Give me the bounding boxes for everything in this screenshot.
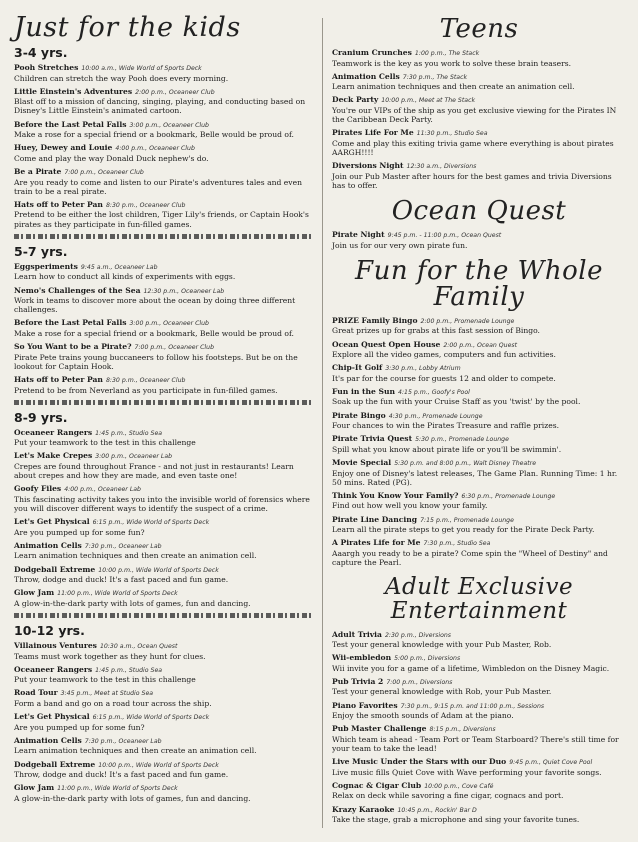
event-item <box>14 375 314 395</box>
event-time-location: 7:00 p.m., Oceaneer Club <box>64 169 144 177</box>
event-time-location: 6:30 p.m., Promenade Lounge <box>461 492 556 500</box>
event-name: Road Tour <box>14 688 58 698</box>
event-description: Put your teamwork to the test in this challenge <box>14 438 196 448</box>
event-item <box>332 724 626 753</box>
event-description: Explore all the video games, computers and fun activities. <box>332 350 556 360</box>
event-time-location: 3:00 p.m., Oceaneer Club <box>129 121 209 129</box>
event-description: Pirate Pete trains young buccaneers to follow his footsteps. But be on the lookout for Captain Hook. <box>14 352 298 371</box>
event-item <box>332 48 626 68</box>
event-time-location: 11:00 p.m., Wide World of Sports Deck <box>57 785 178 793</box>
event-heading <box>332 161 626 172</box>
event-item <box>14 262 314 282</box>
event-time-location: 7:15 p.m., Promenade Lounge <box>420 516 514 524</box>
event-description: Find out how well you know your family. <box>332 501 488 511</box>
event-heading <box>14 87 314 98</box>
event-name: Dodgeball Extreme <box>14 759 96 769</box>
event-name: Pub Trivia 2 <box>332 676 384 686</box>
event-item <box>14 565 314 585</box>
event-description: Children can stretch the way Pooh does every morning. <box>14 73 229 83</box>
event-item <box>14 641 314 661</box>
event-heading <box>332 757 626 768</box>
event-name: Before the Last Petal Falls <box>14 318 127 328</box>
event-item <box>14 87 314 116</box>
event-heading <box>14 120 314 131</box>
event-item <box>332 805 626 825</box>
event-heading <box>14 783 314 794</box>
event-time-location: 7:30 p.m., The Stack <box>402 73 468 81</box>
event-item <box>14 120 314 140</box>
event-time-location: 10:45 p.m., Rockin' Bar D <box>397 806 477 814</box>
event-item <box>332 363 626 383</box>
event-name: Pirate Bingo <box>332 410 386 420</box>
event-heading <box>14 541 314 552</box>
event-name: So You Want to be a Pirate? <box>14 342 132 352</box>
event-name: Let's Make Crepes <box>14 451 93 461</box>
event-time-location: 1:45 p.m., Studio Sea <box>95 666 163 674</box>
event-name: Adult Trivia <box>332 629 382 639</box>
event-item <box>332 458 626 487</box>
event-name: Let's Get Physical <box>14 712 90 722</box>
age-group-events <box>14 428 314 608</box>
event-item <box>14 665 314 685</box>
event-name: Piano Favorites <box>332 700 398 710</box>
event-time-location: 7:30 p.m., 9:15 p.m. and 11:00 p.m., Sessions <box>400 702 545 710</box>
event-heading <box>332 724 626 735</box>
event-description: Are you ready to come and listen to our Pirate's adventures tales and even train to be a real pirate. <box>14 177 302 196</box>
section-separator <box>14 613 314 618</box>
event-heading <box>332 781 626 792</box>
event-heading <box>14 641 314 652</box>
event-description: Throw, dodge and duck! It's a fast paced and fun game. <box>14 770 229 780</box>
event-name: PRIZE Family Bingo <box>332 315 418 325</box>
adult-events <box>332 630 626 825</box>
event-name: Cranium Crunches <box>332 48 412 57</box>
event-name: Before the Last Petal Falls <box>14 119 127 129</box>
event-time-location: 2:30 p.m., Diversions <box>384 631 452 639</box>
event-item <box>14 783 314 803</box>
event-heading <box>14 760 314 771</box>
event-time-location: 11:30 p.m., Studio Sea <box>416 130 488 138</box>
event-name: Glow Jam <box>14 588 55 598</box>
event-name: Pooh Stretches <box>14 63 79 72</box>
event-time-location: 3:00 p.m., Oceaneer Lab <box>95 453 173 461</box>
event-heading <box>14 167 314 178</box>
event-item <box>332 630 626 650</box>
event-name: Cognac & Cigar Club <box>332 780 422 790</box>
event-time-location: 3:30 p.m., Lobby Atrium <box>385 365 461 373</box>
event-description: Soak up the fun with your Cruise Staff as you 'twist' by the pool. <box>332 397 581 407</box>
event-description: Make a rose for a special friend or a bookmark, Belle would be proud of. <box>14 328 294 338</box>
event-heading <box>14 688 314 699</box>
event-heading <box>332 677 626 688</box>
event-item <box>332 757 626 777</box>
event-heading <box>332 701 626 712</box>
event-time-location: 10:00 p.m., Wide World of Sports Deck <box>98 566 219 574</box>
event-description: Relax on deck while savoring a fine cigar, cognacs and port. <box>332 791 564 801</box>
event-item <box>14 451 314 480</box>
event-item <box>14 428 314 448</box>
family-section-title: Fun for the Whole Family <box>355 255 603 312</box>
event-item <box>14 712 314 732</box>
age-group-heading: 5-7 yrs. <box>14 243 68 259</box>
event-description: It's par for the course for guests 12 and older to compete. <box>332 373 556 383</box>
event-description: Great prizes up for grabs at this fast session of Bingo. <box>332 326 540 336</box>
event-description: Are you pumped up for some fun? <box>14 722 145 732</box>
adult-title-line1: Adult Exclusive <box>384 574 574 601</box>
event-time-location: 11:00 p.m., Wide World of Sports Deck <box>57 590 178 598</box>
event-time-location: 4:15 p.m., Goofy's Pool <box>398 388 470 396</box>
event-description: Come and play the way Donald Duck nephew's do. <box>14 153 209 163</box>
event-heading <box>14 736 314 747</box>
event-item <box>14 286 314 315</box>
event-name: Chip-It Golf <box>332 363 383 373</box>
event-time-location: 10:00 p.m., Cove Café <box>424 782 494 790</box>
event-name: Be a Pirate <box>14 167 62 177</box>
event-heading <box>14 200 314 211</box>
event-item <box>14 688 314 708</box>
event-description: Crepes are found throughout France - and not just in restaurants! Learn about crepes and how they are made, and even taste one! <box>14 461 294 481</box>
event-name: Wii-embledon <box>332 653 392 663</box>
event-description: Teamwork is the key as you work to solve these brain teasers. <box>332 58 572 68</box>
event-name: Glow Jam <box>14 783 55 793</box>
event-description: Which team is ahead - Team Port or Team Starboard? There's still time for your team to take the lead! <box>332 734 619 754</box>
event-description: Teams must work together as they hunt for clues. <box>14 651 206 661</box>
event-description: Learn animation techniques and then create an animation cell. <box>332 82 575 92</box>
event-description: This fascinating activity takes you into the invisible world of forensics where you will discover different ways to identify the suspect of a crime. <box>14 494 310 514</box>
event-item <box>14 143 314 163</box>
event-time-location: 1:00 p.m., The Stack <box>414 50 480 57</box>
event-heading <box>14 428 314 439</box>
event-item <box>332 677 626 697</box>
event-time-location: 7:00 p.m., Diversions <box>386 678 453 686</box>
section-separator <box>14 234 314 239</box>
event-heading <box>14 342 314 353</box>
event-item <box>14 760 314 780</box>
event-item <box>14 517 314 537</box>
event-time-location: 4:30 p.m., Promenade Lounge <box>388 412 483 420</box>
event-name: Let's Get Physical <box>14 517 90 527</box>
event-item <box>332 230 626 250</box>
event-heading <box>14 375 314 386</box>
event-description: Blast off to a mission of dancing, singing, playing, and conducting based on Disney's Little Einstein's animated cartoon. <box>14 97 306 116</box>
event-heading <box>14 665 314 676</box>
event-heading <box>332 630 626 641</box>
age-group-heading: 10-12 yrs. <box>14 623 85 639</box>
event-item <box>14 541 314 561</box>
event-description: Enjoy one of Disney's latest releases, The Game Plan. Running Time: 1 hr. 50 mins. Rated (PG). <box>332 468 618 487</box>
event-description: Pretend to be either the lost children, Tiger Lily's friends, or Captain Hook's pirates as they participate in fun-filled games. <box>14 210 309 229</box>
event-time-location: 9:45 a.m., Oceaneer Lab <box>80 263 158 271</box>
event-item <box>14 318 314 338</box>
event-name: Animation Cells <box>14 735 82 745</box>
event-item <box>332 701 626 721</box>
adult-title-line2: Entertainment <box>390 598 568 625</box>
event-name: Villainous Ventures <box>14 641 97 651</box>
event-name: Diversions Night <box>332 161 404 171</box>
event-description: Work in teams to discover more about the ocean by doing three different challenges. <box>14 296 296 315</box>
event-time-location: 3:45 p.m., Meet at Studio Sea <box>60 690 154 698</box>
age-group-heading: 3-4 yrs. <box>14 45 68 60</box>
event-description: Take the stage, grab a microphone and sing your favorite tunes. <box>332 815 580 825</box>
event-description: Test your general knowledge with your Pub Master, Rob. <box>332 640 552 650</box>
event-heading <box>332 653 626 664</box>
event-time-location: 5:30 p.m. and 8:00 p.m., Walt Disney Theatre <box>394 460 537 468</box>
event-item <box>332 316 626 336</box>
event-heading <box>332 316 626 327</box>
event-time-location: 10:00 p.m., Meet at The Stack <box>381 97 476 105</box>
event-item <box>332 340 626 360</box>
event-heading <box>332 538 626 549</box>
event-heading <box>332 411 626 422</box>
event-name: Huey, Dewey and Louie <box>14 143 113 153</box>
event-name: Movie Special <box>332 458 392 468</box>
event-item <box>14 588 314 608</box>
event-time-location: 12:30 p.m., Oceaneer Lab <box>143 287 225 295</box>
event-name: Animation Cells <box>14 540 82 550</box>
event-name: Animation Cells <box>332 71 400 81</box>
event-heading <box>332 48 626 59</box>
age-group-events <box>14 63 314 229</box>
event-time-location: 5:00 p.m., Diversions <box>394 655 461 663</box>
event-name: Ocean Quest Open House <box>332 339 441 349</box>
ocean-quest-events <box>332 230 626 250</box>
event-name: Little Einstein's Adventures <box>14 86 133 96</box>
event-heading <box>332 72 626 83</box>
event-item <box>332 491 626 511</box>
event-item <box>332 95 626 124</box>
event-name: Pub Master Challenge <box>332 724 427 734</box>
event-time-location: 6:15 p.m., Wide World of Sports Deck <box>92 714 210 722</box>
age-group-heading: 8-9 yrs. <box>14 409 68 425</box>
event-heading <box>332 805 626 816</box>
event-item <box>14 200 314 229</box>
event-time-location: 8:30 p.m., Oceaneer Club <box>105 377 186 385</box>
event-heading <box>14 484 314 495</box>
event-heading <box>332 128 626 139</box>
event-heading <box>14 143 314 154</box>
event-description: Come and play this exiting trivia game where everything is about pirates AARGH!!!! <box>332 138 614 158</box>
event-time-location: 7:30 p.m., Studio Sea <box>423 540 491 548</box>
event-heading <box>332 95 626 106</box>
teens-section-title: Teens <box>439 14 519 44</box>
event-heading <box>14 451 314 462</box>
event-name: Hats off to Peter Pan <box>14 375 103 385</box>
column-divider <box>322 18 323 828</box>
event-heading <box>332 363 626 374</box>
event-name: Pirate Line Dancing <box>332 514 418 524</box>
event-description: Test your general knowledge with Rob, your Pub Master. <box>332 687 552 697</box>
event-item <box>332 72 626 92</box>
event-name: Live Music Under the Stars with our Duo <box>332 757 507 767</box>
event-description: Aaargh you ready to be a pirate? Come spin the "Wheel of Destiny" and capture the Pearl. <box>332 548 608 568</box>
event-item <box>332 161 626 190</box>
event-heading <box>332 434 626 445</box>
event-item <box>332 434 626 454</box>
event-item <box>332 781 626 801</box>
event-heading <box>332 230 626 241</box>
event-heading <box>14 517 314 528</box>
event-item <box>14 736 314 756</box>
event-item <box>332 411 626 431</box>
event-time-location: 2:00 p.m., Promenade Lounge <box>420 317 515 325</box>
event-description: Live music fills Quiet Cove with Wave performing your favorite songs. <box>332 767 602 777</box>
event-time-location: 2:00 p.m., Ocean Quest <box>443 341 518 349</box>
event-name: Oceaneer Rangers <box>14 427 93 437</box>
event-item <box>14 167 314 196</box>
event-name: A Pirates Life for Me <box>332 538 421 548</box>
event-heading <box>332 387 626 398</box>
event-description: Join our Pub Master after hours for the best games and trivia Diversions has to offer. <box>332 171 612 190</box>
kids-groups <box>14 45 314 803</box>
event-time-location: 8:15 p.m., Diversions <box>429 726 496 734</box>
event-heading <box>332 515 626 526</box>
kids-section-title: Just for the kids <box>14 12 241 43</box>
event-item <box>332 653 626 673</box>
event-description: Wii invite you for a game of a lifetime, Wimbledon on the Disney Magic. <box>332 663 610 673</box>
event-name: Oceaneer Rangers <box>14 664 93 674</box>
adult-section-title <box>332 575 626 623</box>
event-description: Pretend to be from Neverland as you participate in fun-filled games. <box>14 385 278 395</box>
event-name: Goofy Files <box>14 484 62 494</box>
event-item <box>14 484 314 513</box>
event-time-location: 2:00 p.m., Oceaneer Club <box>135 88 215 96</box>
event-item <box>14 342 314 371</box>
event-heading <box>14 286 314 297</box>
event-description: Join us for our very own pirate fun. <box>332 240 468 250</box>
age-group-events <box>14 641 314 803</box>
event-item <box>14 63 314 83</box>
event-heading <box>14 712 314 723</box>
event-time-location: 10:30 a.m., Ocean Quest <box>99 643 178 651</box>
event-time-location: 10:00 p.m., Wide World of Sports Deck <box>98 761 219 769</box>
event-name: Dodgeball Extreme <box>14 564 96 574</box>
event-name: Krazy Karaoke <box>332 804 395 814</box>
event-name: Pirate Night <box>332 230 385 240</box>
event-time-location: 12:30 a.m., Diversions <box>406 163 477 171</box>
event-time-location: 9:45 p.m. - 11:00 p.m., Ocean Quest <box>387 232 502 240</box>
event-time-location: 10:00 a.m., Wide World of Sports Deck <box>81 65 202 72</box>
event-description: Make a rose for a special friend or a bookmark, Belle would be proud of. <box>14 130 294 140</box>
event-item <box>332 538 626 567</box>
event-heading <box>14 565 314 576</box>
event-description: A glow-in-the-dark party with lots of games, fun and dancing. <box>14 598 251 608</box>
event-time-location: 7:00 p.m., Oceaneer Club <box>134 344 215 352</box>
event-description: Four chances to win the Pirates Treasure and raffle prizes. <box>332 421 560 431</box>
event-heading <box>14 262 314 273</box>
event-time-location: 6:15 p.m., Wide World of Sports Deck <box>92 519 210 527</box>
ocean-quest-section-title: Ocean Quest <box>391 196 567 227</box>
event-description: Put your teamwork to the test in this challenge <box>14 675 196 685</box>
section-separator <box>14 400 314 405</box>
event-description: Spill what you know about pirate life or you'll be swimmin'. <box>332 444 562 454</box>
event-name: Think You Know Your Family? <box>332 490 459 500</box>
event-heading <box>14 63 314 74</box>
event-time-location: 3:00 p.m., Oceaneer Club <box>129 320 209 328</box>
event-description: Learn animation techniques and then create an animation cell. <box>14 746 257 756</box>
age-group-events <box>14 262 314 395</box>
event-description: Learn all the pirate steps to get you ready for the Pirate Deck Party. <box>332 525 595 535</box>
event-name: Deck Party <box>332 95 379 105</box>
event-heading <box>332 458 626 469</box>
event-time-location: 5:30 p.m., Promenade Lounge <box>415 436 509 444</box>
event-name: Nemo's Challenges of the Sea <box>14 285 141 295</box>
event-item <box>332 128 626 157</box>
event-item <box>332 387 626 407</box>
right-column <box>332 14 626 828</box>
event-time-location: 1:45 p.m., Studio Sea <box>95 429 163 437</box>
family-events <box>332 316 626 567</box>
event-name: Eggsperiments <box>14 261 78 271</box>
event-name: Pirates Life For Me <box>332 128 414 138</box>
event-time-location: 7:30 p.m., Oceaneer Lab <box>84 542 162 550</box>
event-time-location: 8:30 p.m., Oceaneer Club <box>105 201 186 209</box>
event-heading <box>14 318 314 329</box>
kids-column <box>14 14 314 807</box>
event-description: A glow-in-the-dark party with lots of games, fun and dancing. <box>14 793 251 803</box>
event-time-location: 4:00 p.m., Oceaneer Lab <box>64 486 141 494</box>
event-time-location: 9:45 p.m., Quiet Cove Pool <box>509 759 593 767</box>
event-name: Pirate Trivia Quest <box>332 434 413 444</box>
event-description: Learn animation techniques and then create an animation cell. <box>14 551 257 561</box>
event-description: Enjoy the smooth sounds of Adam at the piano. <box>332 711 514 721</box>
event-description: Throw, dodge and duck! It's a fast paced and fun game. <box>14 575 229 585</box>
event-time-location: 7:30 p.m., Oceaneer Lab <box>84 737 162 745</box>
event-description: Learn how to conduct all kinds of experiments with eggs. <box>14 272 236 282</box>
event-description: Are you pumped up for some fun? <box>14 527 145 537</box>
event-description: You're our VIPs of the ship as you get exclusive viewing for the Pirates IN the Caribbean Deck Party. <box>332 105 617 125</box>
event-heading <box>14 588 314 599</box>
event-item <box>332 515 626 535</box>
event-name: Hats off to Peter Pan <box>14 199 103 209</box>
event-heading <box>332 340 626 351</box>
event-heading <box>332 491 626 502</box>
event-description: Form a band and go on a road tour across the ship. <box>14 698 212 708</box>
event-name: Fun in the Sun <box>332 386 396 396</box>
event-time-location: 4:00 p.m., Oceaneer Club <box>115 145 195 153</box>
teens-events <box>332 48 626 190</box>
